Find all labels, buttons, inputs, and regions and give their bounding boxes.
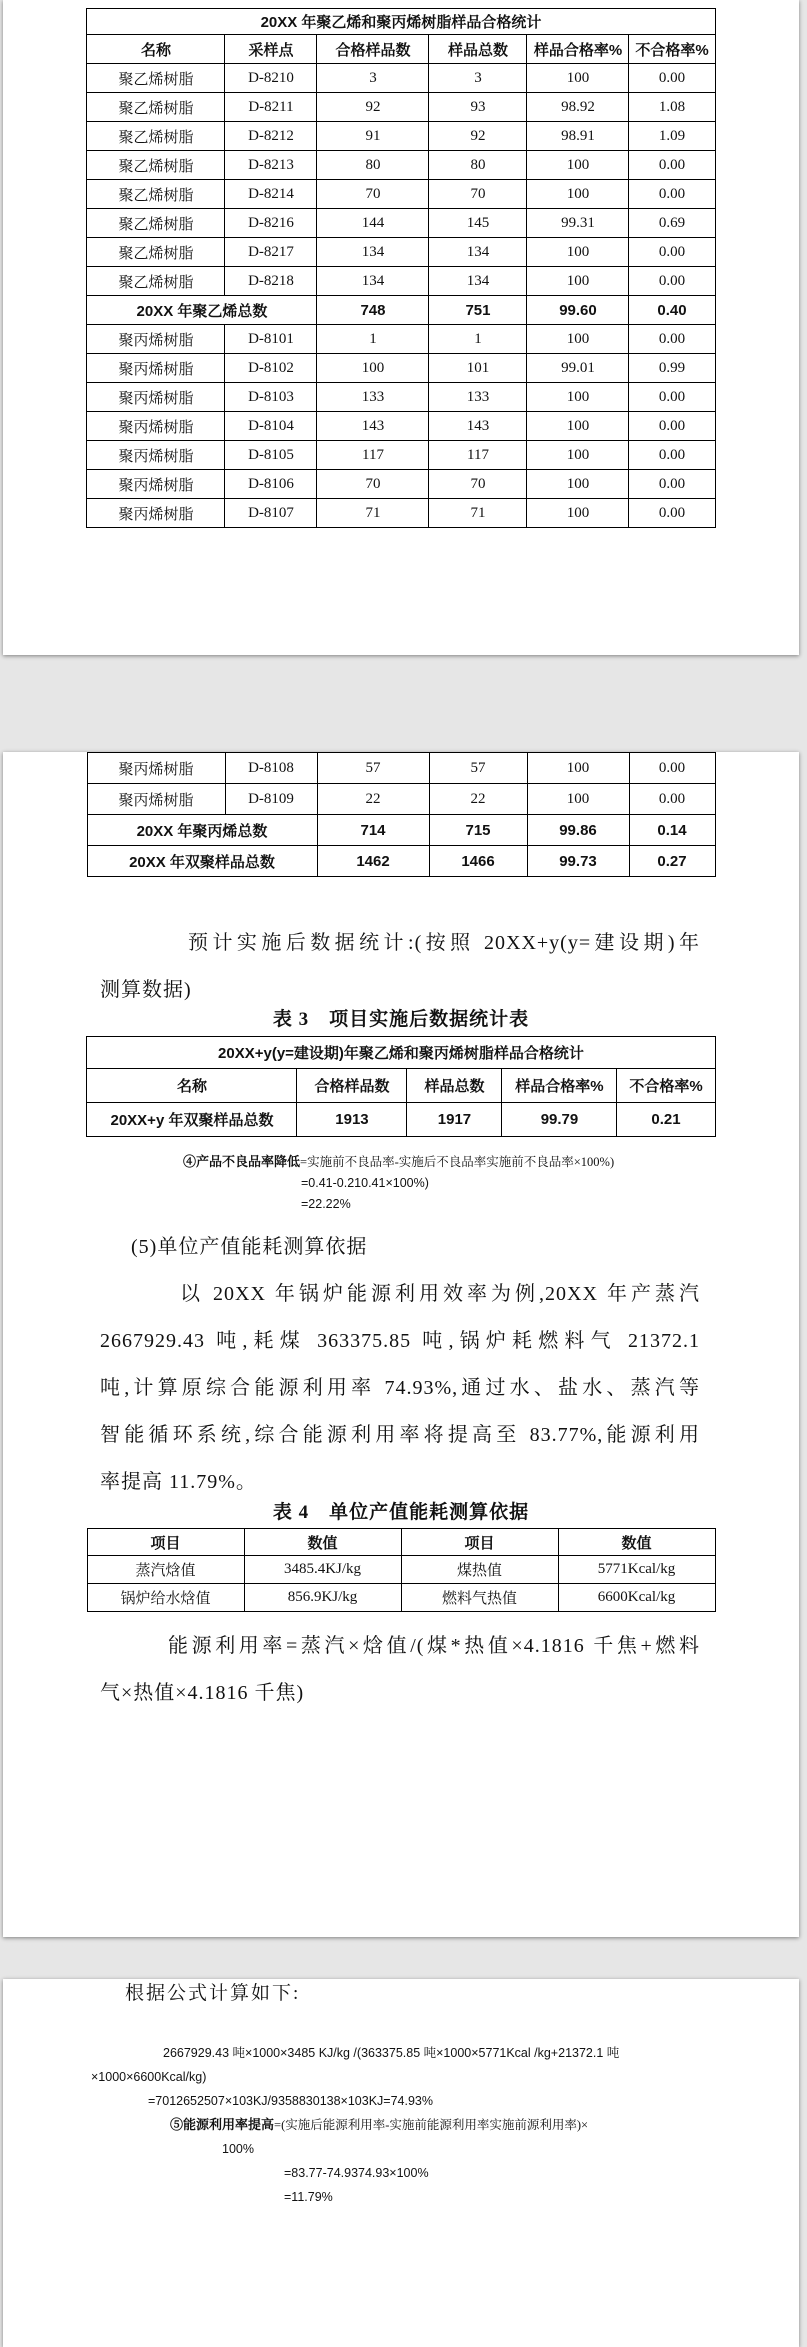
table-cell: 100 <box>527 238 629 267</box>
table-cell: 856.9KJ/kg <box>244 1584 401 1612</box>
section5-paragraph <box>100 1224 700 1506</box>
table-cell: D-8102 <box>225 354 317 383</box>
table-cell: 聚丙烯树脂 <box>87 753 225 784</box>
table-cell: 聚乙烯树脂 <box>87 209 225 238</box>
table-cell: D-8107 <box>225 499 317 528</box>
table-title: 20XX 年聚乙烯和聚丙烯树脂样品合格统计 <box>87 9 715 35</box>
table-cell: 133 <box>429 383 527 412</box>
table-cell: 100 <box>527 784 629 815</box>
defect-rate-formula <box>3 1151 799 1215</box>
table-cell: 聚乙烯树脂 <box>87 93 225 122</box>
table-row <box>87 93 715 122</box>
table-cell: 92 <box>429 122 527 151</box>
table-cell: 0.99 <box>629 354 715 383</box>
calc-line: =11.79% <box>284 2190 333 2204</box>
calc-heading: 根据公式计算如下: <box>125 1983 301 2004</box>
table-cell: 1913 <box>297 1103 407 1137</box>
table-cell: 0.14 <box>629 815 715 846</box>
table-header-row <box>87 35 715 64</box>
table-cell: 100 <box>527 383 629 412</box>
table-row <box>87 64 715 93</box>
paragraph-line: 吨,计算原综合能源利用率 74.93%,通过水、盐水、蒸汽等 <box>100 1377 700 1399</box>
column-header: 不合格率% <box>617 1069 715 1103</box>
table-cell: 聚乙烯树脂 <box>87 238 225 267</box>
table-row <box>87 1584 715 1612</box>
column-header: 样品总数 <box>407 1069 502 1103</box>
table-cell: 100 <box>527 753 629 784</box>
table-cell: 100 <box>527 64 629 93</box>
table-cell: 71 <box>317 499 429 528</box>
table-cell: 0.00 <box>629 267 715 296</box>
table-cell: 锅炉给水焓值 <box>87 1584 244 1612</box>
table-cell: 3 <box>317 64 429 93</box>
table-cell: 0.00 <box>629 441 715 470</box>
table-cell: 20XX+y 年双聚样品总数 <box>87 1103 297 1137</box>
table-row <box>87 499 715 528</box>
table-cell: 99.31 <box>527 209 629 238</box>
table-cell: 134 <box>317 267 429 296</box>
table-cell: D-8104 <box>225 412 317 441</box>
table-cell: 70 <box>429 470 527 499</box>
table-row <box>87 412 715 441</box>
table-cell: 98.92 <box>527 93 629 122</box>
table-cell: 聚丙烯树脂 <box>87 325 225 354</box>
table-cell: 聚丙烯树脂 <box>87 354 225 383</box>
calc-line: ×1000×6600Kcal/kg) <box>91 2070 207 2084</box>
table-cell: 5771Kcal/kg <box>558 1556 715 1584</box>
table-cell: 6600Kcal/kg <box>558 1584 715 1612</box>
table-cell: 143 <box>317 412 429 441</box>
table-cell: D-8218 <box>225 267 317 296</box>
table-cell: D-8211 <box>225 93 317 122</box>
table-cell: 71 <box>429 499 527 528</box>
table-row <box>87 122 715 151</box>
table-cell: 117 <box>317 441 429 470</box>
table-body <box>87 1556 715 1612</box>
table-row <box>87 383 715 412</box>
table-cell: 0.00 <box>629 383 715 412</box>
table-cell: 145 <box>429 209 527 238</box>
table-cell: 0.00 <box>629 238 715 267</box>
table-cell: 0.00 <box>629 470 715 499</box>
table-cell: 1917 <box>407 1103 502 1137</box>
table-row <box>87 354 715 383</box>
table-cell: 100 <box>527 151 629 180</box>
table-cell: 57 <box>429 753 527 784</box>
table-row <box>87 846 715 877</box>
column-header: 采样点 <box>225 35 317 64</box>
column-header: 项目 <box>87 1529 244 1556</box>
table-cell: D-8210 <box>225 64 317 93</box>
table-cell: D-8109 <box>225 784 317 815</box>
energy-basis-table <box>87 1528 716 1612</box>
table-cell: D-8212 <box>225 122 317 151</box>
table-row <box>87 151 715 180</box>
document-page-3 <box>3 1979 799 2347</box>
column-header: 样品合格率% <box>502 1069 617 1103</box>
table-cell: 101 <box>429 354 527 383</box>
column-header: 数值 <box>558 1529 715 1556</box>
table-cell: 1.09 <box>629 122 715 151</box>
table-cell: 0.00 <box>629 784 715 815</box>
table-cell: 99.60 <box>527 296 629 325</box>
table-cell: 20XX 年聚丙烯总数 <box>87 815 317 846</box>
table-body <box>87 753 715 877</box>
table-row <box>87 267 715 296</box>
table-row <box>87 238 715 267</box>
table-cell: 聚丙烯树脂 <box>87 784 225 815</box>
table-cell: 20XX 年双聚样品总数 <box>87 846 317 877</box>
table-cell: 0.00 <box>629 499 715 528</box>
table-cell: 92 <box>317 93 429 122</box>
table-body <box>87 64 715 528</box>
table-cell: 100 <box>527 325 629 354</box>
paragraph-line: 预计实施后数据统计:(按照 20XX+y(y=建设期)年 <box>188 932 700 954</box>
table-row <box>87 784 715 815</box>
table-cell: 0.69 <box>629 209 715 238</box>
table-cell: 134 <box>429 238 527 267</box>
table-cell: D-8217 <box>225 238 317 267</box>
table-cell: 57 <box>317 753 429 784</box>
table-cell: 0.40 <box>629 296 715 325</box>
table-cell: 748 <box>317 296 429 325</box>
table-cell: 80 <box>317 151 429 180</box>
table-cell: 22 <box>429 784 527 815</box>
table-cell: 聚丙烯树脂 <box>87 470 225 499</box>
table-cell: 聚丙烯树脂 <box>87 383 225 412</box>
table-cell: 100 <box>527 470 629 499</box>
column-header: 数值 <box>244 1529 401 1556</box>
table3-caption: 表 3 项目实施后数据统计表 <box>272 1009 530 1030</box>
document-page-1 <box>3 0 799 655</box>
table-cell: 100 <box>527 441 629 470</box>
table-cell: D-8101 <box>225 325 317 354</box>
table-cell: 聚乙烯树脂 <box>87 122 225 151</box>
formula-label: ④产品不良品率降低 <box>183 1154 301 1169</box>
table-cell: 聚乙烯树脂 <box>87 64 225 93</box>
table-cell: 0.00 <box>629 64 715 93</box>
post-implementation-table <box>86 1036 715 1137</box>
column-header: 样品合格率% <box>527 35 629 64</box>
column-header: 样品总数 <box>429 35 527 64</box>
table-row <box>87 180 715 209</box>
table-cell: 100 <box>527 412 629 441</box>
table-cell: 100 <box>527 499 629 528</box>
table-cell: 99.01 <box>527 354 629 383</box>
table-cell: 0.00 <box>629 753 715 784</box>
table-cell: 98.91 <box>527 122 629 151</box>
sample-stats-table <box>86 8 715 528</box>
table-header-row <box>87 1069 715 1103</box>
calc-line: 2667929.43 吨×1000×3485 KJ/kg /(363375.85 吨×1000×5771Kcal /kg+21372.1 吨 <box>163 2046 620 2060</box>
table-cell: 燃料气热值 <box>401 1584 558 1612</box>
table-cell: 1.08 <box>629 93 715 122</box>
formula-line: 能源利用率=蒸汽×焓值/(煤*热值×4.1816 千焦+燃料 <box>168 1635 700 1657</box>
table-cell: 80 <box>429 151 527 180</box>
table-cell: 133 <box>317 383 429 412</box>
formula-line: =22.22% <box>301 1197 351 1211</box>
formula-line: =0.41-0.210.41×100%) <box>301 1176 429 1190</box>
document-page-2 <box>3 752 799 1937</box>
table-cell: 93 <box>429 93 527 122</box>
table-cell: D-8108 <box>225 753 317 784</box>
sample-stats-table-continued <box>87 752 716 877</box>
table-cell: 100 <box>317 354 429 383</box>
table-cell: 20XX 年聚乙烯总数 <box>87 296 317 325</box>
table-header-row <box>87 1529 715 1556</box>
table-cell: 91 <box>317 122 429 151</box>
column-header: 名称 <box>87 35 225 64</box>
table-cell: 聚丙烯树脂 <box>87 412 225 441</box>
table-cell: 聚乙烯树脂 <box>87 151 225 180</box>
table-cell: 蒸汽焓值 <box>87 1556 244 1584</box>
table-row <box>87 325 715 354</box>
table-row <box>87 296 715 325</box>
table-cell: 1 <box>429 325 527 354</box>
table-row <box>87 441 715 470</box>
table-cell: 70 <box>317 180 429 209</box>
formula-text: =(实施后能源利用率-实施前能源利用率实施前源利用率)× <box>274 2118 589 2132</box>
table-cell: 0.00 <box>629 412 715 441</box>
table-title-row <box>87 9 715 35</box>
table-cell: 1466 <box>429 846 527 877</box>
table-cell: 聚乙烯树脂 <box>87 267 225 296</box>
table-cell: 143 <box>429 412 527 441</box>
calc-line: =7012652507×103KJ/9358830138×103KJ=74.93% <box>148 2094 433 2108</box>
table-cell: 134 <box>317 238 429 267</box>
paragraph-line: 测算数据) <box>100 979 192 1001</box>
column-header: 名称 <box>87 1069 297 1103</box>
formula-label: ⑤能源利用率提高 <box>170 2117 275 2132</box>
column-header: 合格样品数 <box>297 1069 407 1103</box>
calc-line: =83.77-74.9374.93×100% <box>284 2166 429 2180</box>
table-cell: 煤热值 <box>401 1556 558 1584</box>
table-body <box>87 1103 715 1137</box>
table-cell: 聚丙烯树脂 <box>87 441 225 470</box>
table-cell: 70 <box>429 180 527 209</box>
table-cell: 751 <box>429 296 527 325</box>
table-row <box>87 1556 715 1584</box>
table-cell: D-8216 <box>225 209 317 238</box>
paragraph-line: 智能循环系统,综合能源利用率将提高至 83.77%,能源利用 <box>100 1424 700 1446</box>
table-cell: 聚乙烯树脂 <box>87 180 225 209</box>
table-row <box>87 815 715 846</box>
table-cell: 99.73 <box>527 846 629 877</box>
table-cell: 715 <box>429 815 527 846</box>
column-header: 项目 <box>401 1529 558 1556</box>
calculation-block <box>3 2041 799 2209</box>
table-title: 20XX+y(y=建设期)年聚乙烯和聚丙烯树脂样品合格统计 <box>87 1037 715 1069</box>
table-cell: 714 <box>317 815 429 846</box>
calc-line <box>170 2113 799 2137</box>
table-cell: 134 <box>429 267 527 296</box>
table-cell: 0.00 <box>629 151 715 180</box>
table-cell: 聚丙烯树脂 <box>87 499 225 528</box>
table-cell: D-8106 <box>225 470 317 499</box>
table-cell: 100 <box>527 267 629 296</box>
paragraph-line: 以 20XX 年锅炉能源利用效率为例,20XX 年产蒸汽 <box>180 1283 700 1305</box>
table-cell: 0.00 <box>629 180 715 209</box>
table-cell: 1 <box>317 325 429 354</box>
formula-text: =实施前不良品率-实施后不良品率实施前不良品率×100%) <box>300 1155 615 1169</box>
formula-line <box>183 1151 799 1173</box>
table-cell: D-8214 <box>225 180 317 209</box>
paragraph-line: 2667929.43 吨,耗煤 363375.85 吨,锅炉耗燃料气 21372.1 <box>100 1330 700 1352</box>
table-title-row <box>87 1037 715 1069</box>
table-row <box>87 1103 715 1137</box>
table4-caption: 表 4 单位产值能耗测算依据 <box>272 1502 530 1523</box>
table-cell: 1462 <box>317 846 429 877</box>
table-cell: 100 <box>527 180 629 209</box>
table-cell: 99.79 <box>502 1103 617 1137</box>
table-cell: 0.00 <box>629 325 715 354</box>
table-cell: 22 <box>317 784 429 815</box>
column-header: 不合格率% <box>629 35 715 64</box>
section5-heading: (5)单位产值能耗测算依据 <box>131 1236 368 1258</box>
table-cell: 0.21 <box>617 1103 715 1137</box>
table-cell: 0.27 <box>629 846 715 877</box>
table-cell: 3485.4KJ/kg <box>244 1556 401 1584</box>
table-cell: 70 <box>317 470 429 499</box>
table-row <box>87 209 715 238</box>
table-cell: 3 <box>429 64 527 93</box>
table-row <box>87 470 715 499</box>
table-cell: 99.86 <box>527 815 629 846</box>
table-cell: 117 <box>429 441 527 470</box>
estimate-paragraph <box>100 920 700 1014</box>
table-cell: D-8103 <box>225 383 317 412</box>
calc-line: 100% <box>222 2142 254 2156</box>
paragraph-line: 率提高 11.79%。 <box>100 1471 257 1493</box>
column-header: 合格样品数 <box>317 35 429 64</box>
energy-rate-formula <box>100 1623 700 1717</box>
table-row <box>87 753 715 784</box>
formula-line: 气×热值×4.1816 千焦) <box>100 1682 305 1704</box>
table-cell: D-8213 <box>225 151 317 180</box>
table-cell: D-8105 <box>225 441 317 470</box>
table-cell: 144 <box>317 209 429 238</box>
